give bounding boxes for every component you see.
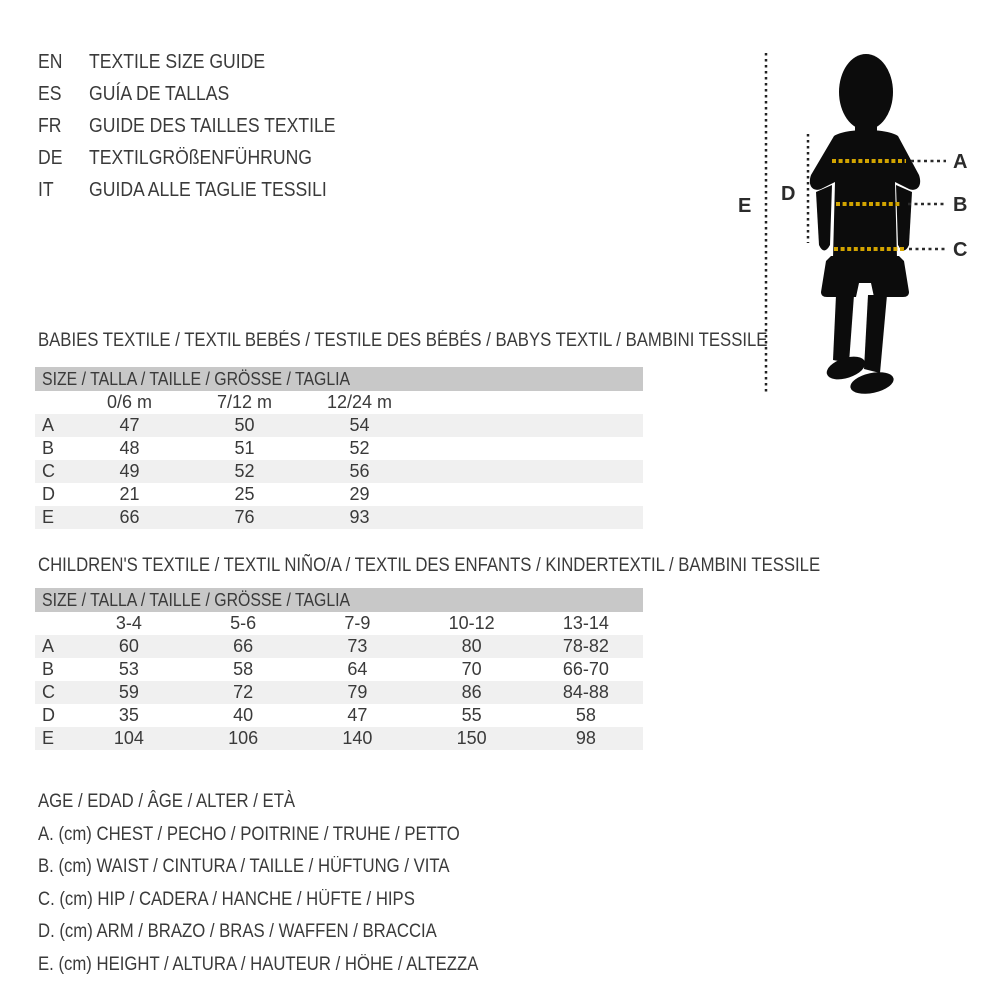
language-code: FR bbox=[38, 115, 62, 137]
size-cell: 56 bbox=[349, 461, 370, 481]
language-row-de bbox=[38, 142, 376, 174]
figure-label-b: B bbox=[953, 194, 968, 216]
row-label: B bbox=[42, 659, 55, 679]
size-cell: 73 bbox=[347, 636, 368, 656]
table-row bbox=[35, 460, 643, 483]
row-label: A bbox=[42, 415, 55, 435]
size-cell: 53 bbox=[118, 659, 139, 679]
size-cell: 55 bbox=[461, 705, 482, 725]
size-cell: 47 bbox=[347, 705, 368, 725]
corner-cell bbox=[35, 391, 72, 414]
legend-hip: C. (cm) HIP / CADERA / HANCHE / HÜFTE / HIPS bbox=[38, 888, 415, 910]
legend-waist: B. (cm) WAIST / CINTURA / TAILLE / HÜFTUNG / VITA bbox=[38, 856, 450, 877]
language-code: IT bbox=[38, 179, 54, 201]
table-row bbox=[35, 704, 643, 727]
language-row-it bbox=[38, 174, 376, 206]
column-header: 3-4 bbox=[115, 613, 142, 633]
row-label: C bbox=[42, 461, 55, 481]
babies-size-table bbox=[35, 367, 643, 529]
size-cell: 60 bbox=[118, 636, 139, 656]
children-section-heading: CHILDREN'S TEXTILE / TEXTIL NIÑO/A / TEXTIL DES ENFANTS / KINDERTEXTIL / BAMBINI TESSILE bbox=[38, 555, 821, 576]
size-cell: 104 bbox=[113, 728, 144, 748]
language-title: GUÍA DE TALLAS bbox=[89, 83, 230, 105]
table-row bbox=[35, 681, 643, 704]
size-cell: 25 bbox=[234, 484, 255, 504]
size-cell: 86 bbox=[461, 682, 482, 702]
size-cell: 93 bbox=[349, 507, 370, 527]
size-cell: 52 bbox=[349, 438, 370, 458]
size-cell: 48 bbox=[119, 438, 140, 458]
language-code: DE bbox=[38, 147, 63, 169]
column-header: 0/6 m bbox=[106, 392, 153, 412]
size-cell: 50 bbox=[234, 415, 255, 435]
size-cell: 66-70 bbox=[562, 659, 609, 679]
row-label: A bbox=[42, 636, 55, 656]
size-cell: 47 bbox=[119, 415, 140, 435]
size-cell: 54 bbox=[349, 415, 370, 435]
row-label: D bbox=[42, 705, 55, 725]
measurement-legend bbox=[38, 786, 538, 981]
column-header: 7-9 bbox=[344, 613, 371, 633]
size-header-bar bbox=[35, 588, 643, 612]
row-label: C bbox=[42, 682, 55, 702]
legend-height: E. (cm) HEIGHT / ALTURA / HAUTEUR / HÖHE / ALTEZZA bbox=[38, 953, 479, 975]
language-row-en bbox=[38, 46, 376, 78]
table-row bbox=[35, 437, 643, 460]
size-cell: 64 bbox=[347, 659, 368, 679]
figure-label-a: A bbox=[953, 151, 968, 173]
language-title: GUIDE DES TAILLES TEXTILE bbox=[89, 115, 336, 137]
column-header: 12/24 m bbox=[326, 392, 393, 412]
size-cell: 49 bbox=[119, 461, 140, 481]
size-cell: 52 bbox=[234, 461, 255, 481]
legend-arm: D. (cm) ARM / BRAZO / BRAS / WAFFEN / BRACCIA bbox=[38, 921, 437, 942]
size-cell: 59 bbox=[118, 682, 139, 702]
table-row bbox=[35, 658, 643, 681]
size-bar-label: SIZE / TALLA / TAILLE / GRÖSSE / TAGLIA bbox=[42, 590, 351, 610]
column-header-row bbox=[35, 391, 643, 414]
table-row bbox=[35, 483, 643, 506]
size-bar-label: SIZE / TALLA / TAILLE / GRÖSSE / TAGLIA bbox=[42, 369, 351, 389]
size-cell: 40 bbox=[233, 705, 254, 725]
row-label: E bbox=[42, 728, 55, 748]
size-cell: 84-88 bbox=[562, 682, 609, 702]
size-cell: 35 bbox=[118, 705, 139, 725]
language-row-es bbox=[38, 78, 376, 110]
language-title: TEXTILE SIZE GUIDE bbox=[89, 51, 266, 73]
language-row-fr bbox=[38, 110, 376, 142]
size-cell: 78-82 bbox=[562, 636, 609, 656]
size-cell: 70 bbox=[461, 659, 482, 679]
language-title-list bbox=[38, 46, 376, 206]
table-row bbox=[35, 727, 643, 750]
babies-section-heading: BABIES TEXTILE / TEXTIL BEBÉS / TESTILE DES BÉBÉS / BABYS TEXTIL / BAMBINI TESSILE bbox=[38, 330, 768, 351]
corner-cell bbox=[35, 612, 72, 635]
size-cell: 72 bbox=[233, 682, 254, 702]
column-header: 13-14 bbox=[562, 613, 609, 633]
figure-label-c: C bbox=[953, 239, 968, 261]
column-header: 5-6 bbox=[230, 613, 257, 633]
row-label: B bbox=[42, 438, 55, 458]
legend-chest: A. (cm) CHEST / PECHO / POITRINE / TRUHE / PETTO bbox=[38, 823, 460, 845]
table-row bbox=[35, 635, 643, 658]
size-cell: 140 bbox=[342, 728, 373, 748]
table-row bbox=[35, 506, 643, 529]
size-cell: 66 bbox=[119, 507, 140, 527]
size-cell: 80 bbox=[461, 636, 482, 656]
column-header: 7/12 m bbox=[216, 392, 273, 412]
size-cell: 51 bbox=[234, 438, 255, 458]
size-cell: 76 bbox=[234, 507, 255, 527]
figure-label-e: E bbox=[738, 195, 752, 217]
size-cell: 66 bbox=[233, 636, 254, 656]
table-row bbox=[35, 414, 643, 437]
size-cell: 58 bbox=[233, 659, 254, 679]
children-size-table bbox=[35, 588, 643, 750]
language-title: TEXTILGRÖßENFÜHRUNG bbox=[89, 147, 312, 169]
size-cell: 79 bbox=[347, 682, 368, 702]
size-cell: 106 bbox=[228, 728, 259, 748]
size-cell: 98 bbox=[575, 728, 596, 748]
figure-label-d: D bbox=[781, 183, 796, 205]
size-cell: 58 bbox=[575, 705, 596, 725]
size-header-bar bbox=[35, 367, 643, 391]
column-header-row bbox=[35, 612, 643, 635]
language-title: GUIDA ALLE TAGLIE TESSILI bbox=[89, 179, 327, 201]
language-code: EN bbox=[38, 51, 63, 73]
language-code: ES bbox=[38, 83, 62, 105]
column-header: 10-12 bbox=[448, 613, 495, 633]
size-cell: 21 bbox=[119, 484, 140, 504]
size-cell: 29 bbox=[349, 484, 370, 504]
row-label: D bbox=[42, 484, 55, 504]
row-label: E bbox=[42, 507, 55, 527]
legend-age: AGE / EDAD / ÂGE / ALTER / ETÀ bbox=[38, 791, 296, 812]
size-cell: 150 bbox=[456, 728, 487, 748]
